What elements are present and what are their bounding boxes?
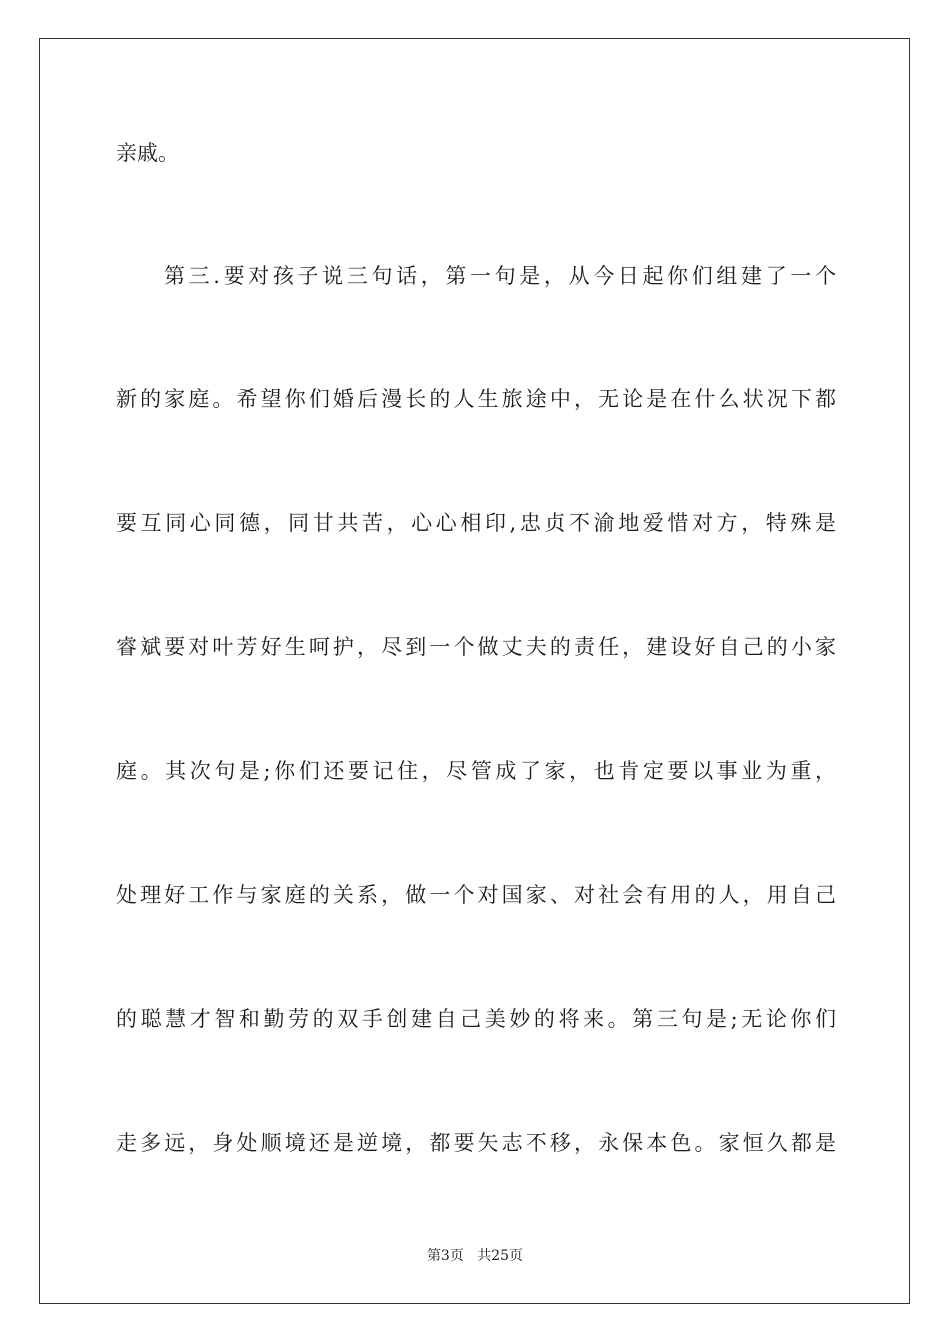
page-border — [39, 38, 910, 1304]
text-line-3: 新的家庭。希望你们婚后漫长的人生旅途中，无论是在什么状况下都 — [116, 387, 836, 411]
text-line-5: 睿斌要对叶芳好生呵护，尽到一个做丈夫的责任，建设好自己的小家 — [116, 635, 836, 659]
page-total: 共25页 — [477, 1248, 524, 1264]
text-line-4: 要互同心同德，同甘共苦，心心相印,忠贞不渝地爱惜对方，特殊是 — [116, 511, 836, 535]
text-line-6: 庭。其次句是;你们还要记住，尽管成了家，也肯定要以事业为重， — [116, 759, 836, 783]
text-line-2: 第三.要对孩子说三句话，第一句是，从今日起你们组建了一个 — [164, 264, 836, 288]
text-line-9: 走多远，身处顺境还是逆境，都要矢志不移，永保本色。家恒久都是 — [116, 1131, 836, 1155]
footer-spacer — [464, 1248, 477, 1264]
text-line-8: 的聪慧才智和勤劳的双手创建自己美妙的将来。第三句是;无论你们 — [116, 1007, 836, 1031]
page-number: 第3页 — [426, 1248, 464, 1264]
text-line-1: 亲戚。 — [116, 141, 179, 165]
page-footer — [0, 1245, 950, 1265]
text-line-7: 处理好工作与家庭的关系，做一个对国家、对社会有用的人，用自己 — [116, 883, 836, 907]
